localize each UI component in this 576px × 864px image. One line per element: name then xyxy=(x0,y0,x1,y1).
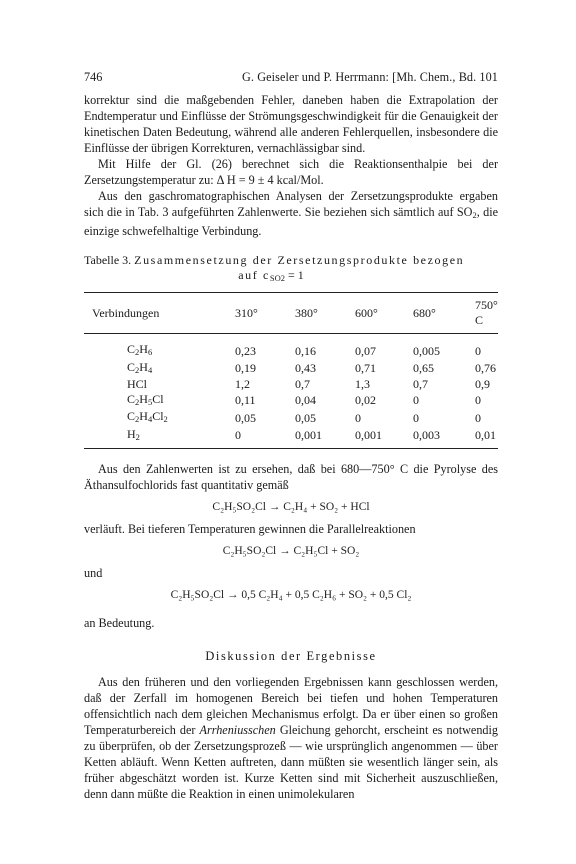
value-cell: 0 xyxy=(413,410,419,425)
value-cell: 0,07 xyxy=(355,343,376,358)
value-cell: 0 xyxy=(475,410,481,425)
section-heading: Diskussion der Ergebnisse xyxy=(205,649,377,663)
value-cell: 0,76 xyxy=(475,361,496,375)
table-caption-label: Tabelle 3. xyxy=(84,253,132,267)
value-cell: 0,001 xyxy=(295,428,322,442)
value-cell: 0,003 xyxy=(413,428,440,442)
value-cell: 0 xyxy=(475,343,481,358)
running-head: G. Geiseler und P. Herrmann: [Mh. Chem., Bd. 101 xyxy=(242,70,498,84)
value-cell: 0 xyxy=(413,393,419,407)
compound-cell: $C_2H_4Cl_2$ xyxy=(127,409,168,424)
equation-main-reaction: C₂H₅SO₂Cl → C₂H₄ + SO₂ + HCl xyxy=(212,501,370,513)
paragraph-parallel: verläuft. Bei tieferen Temperaturen gewinnen die Parallelreaktionen xyxy=(84,522,416,536)
value-cell: 0,001 xyxy=(355,428,382,442)
paragraph-pyrolysis: Aus den Zahlenwerten ist zu ersehen, daß bei 680—750° C die Pyrolyse des Äthansulfochlorids fast quantitativ gemäß xyxy=(84,462,498,492)
value-cell: 0,16 xyxy=(295,343,316,358)
value-cell: 0,43 xyxy=(295,361,316,375)
value-cell: 1,3 xyxy=(355,377,370,391)
value-cell: 0,65 xyxy=(413,361,434,375)
table-caption-line2: auf $c_{SO2} = 1$ xyxy=(238,268,304,283)
column-header: Verbindungen xyxy=(92,305,160,320)
table-row xyxy=(84,427,498,449)
value-cell: 0,19 xyxy=(235,361,256,375)
compound-cell: $C_2H_4$ xyxy=(127,359,153,375)
value-cell: 0,05 xyxy=(235,410,256,425)
table-row xyxy=(84,360,498,378)
column-header: 310° xyxy=(235,305,258,320)
paragraph-bedeutung: an Bedeutung. xyxy=(84,616,155,630)
compound-cell: HCl xyxy=(127,377,148,391)
paragraph-continuation: korrektur sind die maßgebenden Fehler, daneben haben die Extrapolation der Endtemperatur und Einflüsse der Strömungsgeschwindigkeit für die Genauigkeit der kinetischen Daten Bedeutung, während alle anderen Fehlerquellen, insbesondere die Einflüsse der übrigen Korrekturen, vernachlässigbar sind. xyxy=(84,93,498,155)
value-cell: 0,01 xyxy=(475,428,496,442)
paragraph-analysis: Aus den gaschromatographischen Analysen der Zersetzungsprodukte ergaben sich die in Tab. 3 aufgeführten Zahlenwerte. Sie beziehen sich sämtlich auf $SO_2$, die einzige schwefelhaltige Verbindung. xyxy=(84,189,499,238)
column-header: 680° xyxy=(413,305,436,320)
journal-page xyxy=(84,70,498,802)
page-header xyxy=(84,70,498,92)
table-caption-text: Zusammensetzung der Zersetzungsprodukte bezogen xyxy=(134,253,465,267)
conjunction-und: und xyxy=(84,566,103,580)
value-cell: 0,005 xyxy=(413,343,440,358)
column-header: 750° C xyxy=(475,298,498,327)
paragraph-discussion: Aus den früheren und den vorliegenden Ergebnissen kann geschlossen werden, daß der Zerfall im homogenen Bereich bei tiefen und hohen Temperaturen offensichtlich nach dem gleichen Mechanismus erfolgt. Da er über einen so großen Temperaturbereich der Arrheniusschen Gleichung gehorcht, erscheint es notwendig zu überprüfen, ob der Zersetzungsprozeß — wie ursprünglich angenommen — über Ketten abläuft. Wenn Ketten auftreten, dann müßten sie wesentlich länger sein, als früher abgeschätzt worden ist. Kurze Ketten sind mit Sicherheit auszuschließen, denn dann müßte die Reaktion in einen unimolekularen xyxy=(84,675,499,801)
value-cell: 0,02 xyxy=(355,393,376,407)
value-cell: 0 xyxy=(355,410,361,425)
value-cell: 0 xyxy=(235,428,241,442)
composition-table xyxy=(84,292,498,449)
value-cell: 0,7 xyxy=(295,377,310,391)
compound-cell: $C_2H_6$ xyxy=(127,342,153,357)
column-header: 600° xyxy=(355,305,378,320)
value-cell: 0,11 xyxy=(235,393,256,407)
value-cell: 0,71 xyxy=(355,361,376,375)
paragraph-enthalpy: Mit Hilfe der Gl. (26) berechnet sich die Reaktionsenthalpie bei der Zersetzungstemperatur zu: Δ H = 9 ± 4 kcal/Mol. xyxy=(84,157,498,187)
table-header-row xyxy=(84,293,498,334)
column-header: 380° xyxy=(295,305,318,320)
equation-parallel-2: C₂H₅SO₂Cl → 0,5 C₂H₄ + 0,5 C₂H₆ + SO₂ + 0,5 Cl₂ xyxy=(170,589,412,601)
page-number: 746 xyxy=(84,70,103,84)
value-cell: 0,05 xyxy=(295,410,316,425)
table-row xyxy=(84,409,498,427)
value-cell: 0,7 xyxy=(413,377,428,391)
value-cell: 0,9 xyxy=(475,377,490,391)
table-row xyxy=(84,334,498,360)
table-caption xyxy=(84,253,498,286)
compound-cell: $C_2H_5Cl$ xyxy=(127,391,164,407)
table-row xyxy=(84,392,498,410)
equation-parallel-1: C₂H₅SO₂Cl → C₂H₅Cl + SO₂ xyxy=(222,545,360,557)
value-cell: 0 xyxy=(475,393,481,407)
compound-cell: $H_2$ xyxy=(127,426,140,442)
value-cell: 0,23 xyxy=(235,343,256,358)
value-cell: 1,2 xyxy=(235,377,250,391)
value-cell: 0,04 xyxy=(295,393,316,407)
table-row xyxy=(84,377,498,392)
